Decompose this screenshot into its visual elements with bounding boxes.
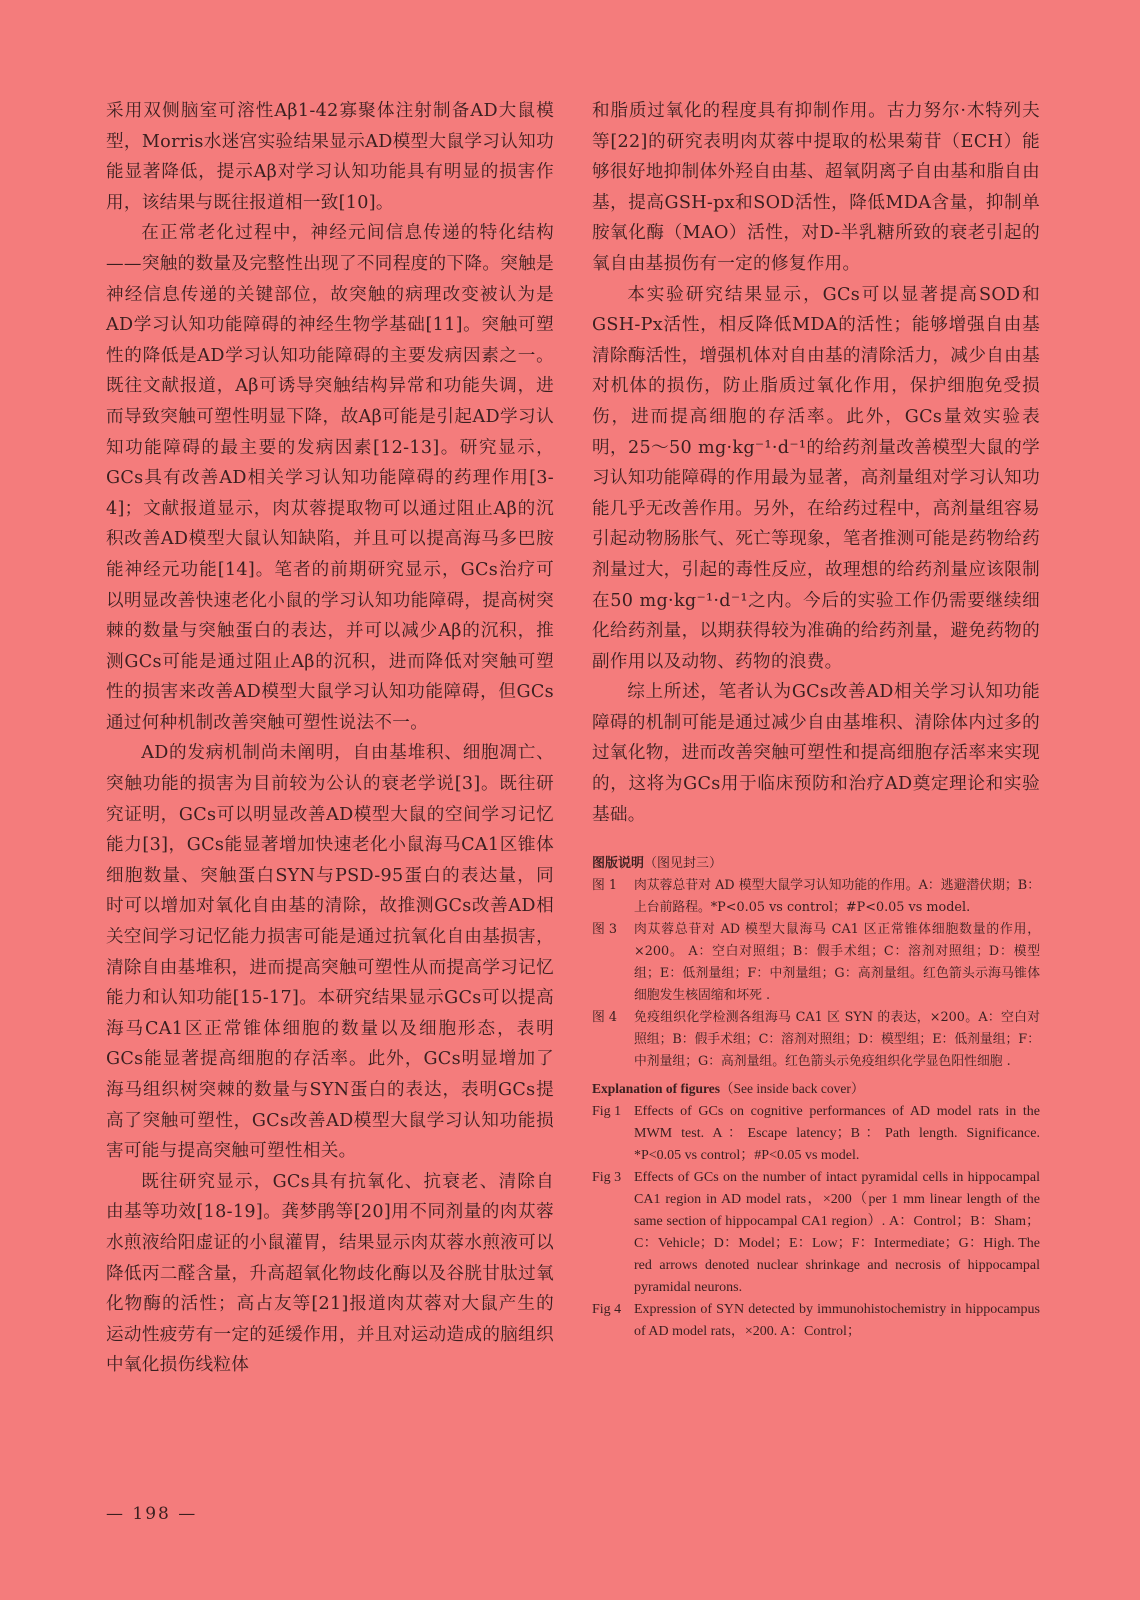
caption-text: Effects of GCs on the number of intact pyramidal cells in hippocampal CA1 region in AD model rats，×200（per 1 mm linear length of the same section of hippocampal CA1 region）. A：Control；B：Sham；C：Vehicle；D：Model；E：Low；F：Intermediate；G：High. The red arrows denoted nuclear shrinkage and necrosis of hippocampal pyramidal neurons. xyxy=(634,1170,1040,1296)
caption-number: Fig 3 xyxy=(592,1170,622,1186)
caption-text: 肉苁蓉总苷对 AD 模型大鼠海马 CA1 区正常锥体细胞数量的作用，×200。 A：空白对照组；B：假手术组；C：溶剂对照组；D：模型组；E：低剂量组；F：中剂量组；G：高剂量组。红色箭头示海马锥体细胞发生核固缩和坏死 . xyxy=(634,922,1040,1004)
body-paragraph: 采用双侧脑室可溶性Aβ1-42寡聚体注射制备AD大鼠模型，Morris水迷宫实验结果显示AD模型大鼠学习认知功能显著降低，提示Aβ对学习认知功能具有明显的损害作用，该结果与既往报道相一致[10]。 xyxy=(106,101,554,213)
figure-caption-cn xyxy=(592,919,1040,1007)
body-paragraph: 在正常老化过程中，神经元间信息传递的特化结构——突触的数量及完整性出现了不同程度的下降。突触是神经信息传递的关键部位，故突触的病理改变被认为是AD学习认知功能障碍的神经生物学基础[11]。突触可塑性的降低是AD学习认知功能障碍的主要发病因素之一。既往文献报道，Aβ可诱导突触结构异常和功能失调，进而导致突触可塑性明显下降，故Aβ可能是引起AD学习认知功能障碍的最主要的发病因素[12-13]。研究显示，GCs具有改善AD相关学习认知功能障碍的药理作用[3-4]；文献报道显示，肉苁蓉提取物可以通过阻止Aβ的沉积改善AD模型大鼠认知缺陷，并且可以提高海马多巴胺能神经元功能[14]。笔者的前期研究显示，GCs治疗可以明显改善快速老化小鼠的学习认知功能障碍，提高树突棘的数量与突触蛋白的表达，并可以减少Aβ的沉积，推测GCs可能是通过阻止Aβ的沉积，进而降低对突触可塑性的损害来改善AD模型大鼠学习认知功能障碍，但GCs通过何种机制改善突触可塑性说法不一。 xyxy=(106,223,554,733)
figure-captions-heading-cn xyxy=(592,852,1040,871)
captions-heading-note: （See inside back cover） xyxy=(720,1081,865,1097)
left-column xyxy=(106,96,554,1381)
figure-caption-cn xyxy=(592,1007,1040,1073)
caption-number: 图 3 xyxy=(592,922,618,938)
body-paragraph: 综上所述，笔者认为GCs改善AD相关学习认知功能障碍的机制可能是通过减少自由基堆积、清除体内过多的过氧化物，进而改善突触可塑性和提高细胞存活率来实现的，这将为GCs用于临床预防和治疗AD奠定理论和实验基础。 xyxy=(592,682,1040,825)
right-column xyxy=(592,96,1040,1343)
caption-text: Expression of SYN detected by immunohistochemistry in hippocampus of AD model rats，×200. A：Control； xyxy=(634,1302,1040,1340)
captions-heading-text: 图版说明 xyxy=(592,856,645,872)
caption-number: 图 4 xyxy=(592,1010,618,1026)
figure-captions-heading-en xyxy=(592,1077,1040,1097)
body-paragraph: AD的发病机制尚未阐明，自由基堆积、细胞凋亡、突触功能的损害为目前较为公认的衰老学说[3]。既往研究证明，GCs可以明显改善AD模型大鼠的空间学习记忆能力[3]，GCs能显著增加快速老化小鼠海马CA1区锥体细胞数量、突触蛋白SYN与PSD-95蛋白的表达量，同时可以增加对氧化自由基的清除，故推测GCs改善AD相关空间学习记忆能力损害可能是通过抗氧化自由基损害，清除自由基堆积，进而提高突触可塑性从而提高学习记忆能力和认知功能[15-17]。本研究结果显示GCs可以提高海马CA1区正常锥体细胞的数量以及细胞形态，表明GCs能显著提高细胞的存活率。此外，GCs明显增加了海马组织树突棘的数量与SYN蛋白的表达，表明GCs提高了突触可塑性，GCs改善AD模型大鼠学习认知功能损害可能与提高突触可塑性相关。 xyxy=(106,743,554,1162)
body-paragraph: 既往研究显示，GCs具有抗氧化、抗衰老、清除自由基等功效[18-19]。龚梦鹃等[20]用不同剂量的肉苁蓉水煎液给阳虚证的小鼠灌胃，结果显示肉苁蓉水煎液可以降低丙二醛含量，升高超氧化物歧化酶以及谷胱甘肽过氧化物酶的活性；高占友等[21]报道肉苁蓉对大鼠产生的运动性疲劳有一定的延缓作用，并且对运动造成的脑组织中氧化损伤线粒体 xyxy=(106,1171,554,1376)
caption-text: Effects of GCs on cognitive performances of AD model rats in the MWM test. A：Escape latency；B：Path length. Significance. *P<0.05 vs control；#P<0.05 vs model. xyxy=(634,1104,1040,1164)
figure-caption-en xyxy=(592,1167,1040,1299)
figure-caption-en xyxy=(592,1299,1040,1343)
body-paragraph: 本实验研究结果显示，GCs可以显著提高SOD和GSH-Px活性，相反降低MDA的活性；能够增强自由基清除酶活性，增强机体对自由基的清除活力，减少自由基对机体的损伤，防止脂质过氧化作用，保护细胞免受损伤，进而提高细胞的存活率。此外，GCs量效实验表明，25～50 mg·kg⁻¹·d⁻¹的给药剂量改善模型大鼠的学习认知功能障碍的作用最为显著，高剂量组对学习认知功能几乎无改善作用。另外，在给药过程中，高剂量组容易引起动物肠胀气、死亡等现象，笔者推测可能是药物给药剂量过大，引起的毒性反应，故理想的给药剂量应该限制在50 mg·kg⁻¹·d⁻¹之内。今后的实验工作仍需要继续细化给药剂量，以期获得较为准确的给药剂量，避免药物的副作用以及动物、药物的浪费。 xyxy=(592,284,1040,672)
page-number: — 198 — xyxy=(106,1504,198,1524)
captions-heading-text: Explanation of figures xyxy=(592,1081,721,1097)
caption-text: 免疫组织化学检测各组海马 CA1 区 SYN 的表达，×200。A：空白对照组；B：假手术组；C：溶剂对照组；D：模型组；E：低剂量组；F：中剂量组；G：高剂量组。红色箭头示免疫组织化学显色阳性细胞 . xyxy=(634,1010,1040,1070)
caption-number: Fig 4 xyxy=(592,1302,622,1318)
figure-caption-cn xyxy=(592,875,1040,919)
caption-number: 图 1 xyxy=(592,878,618,894)
captions-heading-note: （图见封三） xyxy=(644,856,723,872)
caption-text: 肉苁蓉总苷对 AD 模型大鼠学习认知功能的作用。A：逃避潜伏期；B：上台前路程。*P<0.05 vs control；#P<0.05 vs model. xyxy=(634,878,1040,916)
figure-caption-en xyxy=(592,1101,1040,1167)
body-paragraph: 和脂质过氧化的程度具有抑制作用。古力努尔·木特列夫等[22]的研究表明肉苁蓉中提取的松果菊苷（ECH）能够很好地抑制体外羟自由基、超氧阴离子自由基和脂自由基，提高GSH-px和SOD活性，降低MDA含量，抑制单胺氧化酶（MAO）活性，对D-半乳糖所致的衰老引起的氧自由基损伤有一定的修复作用。 xyxy=(592,101,1040,274)
caption-number: Fig 1 xyxy=(592,1104,622,1120)
